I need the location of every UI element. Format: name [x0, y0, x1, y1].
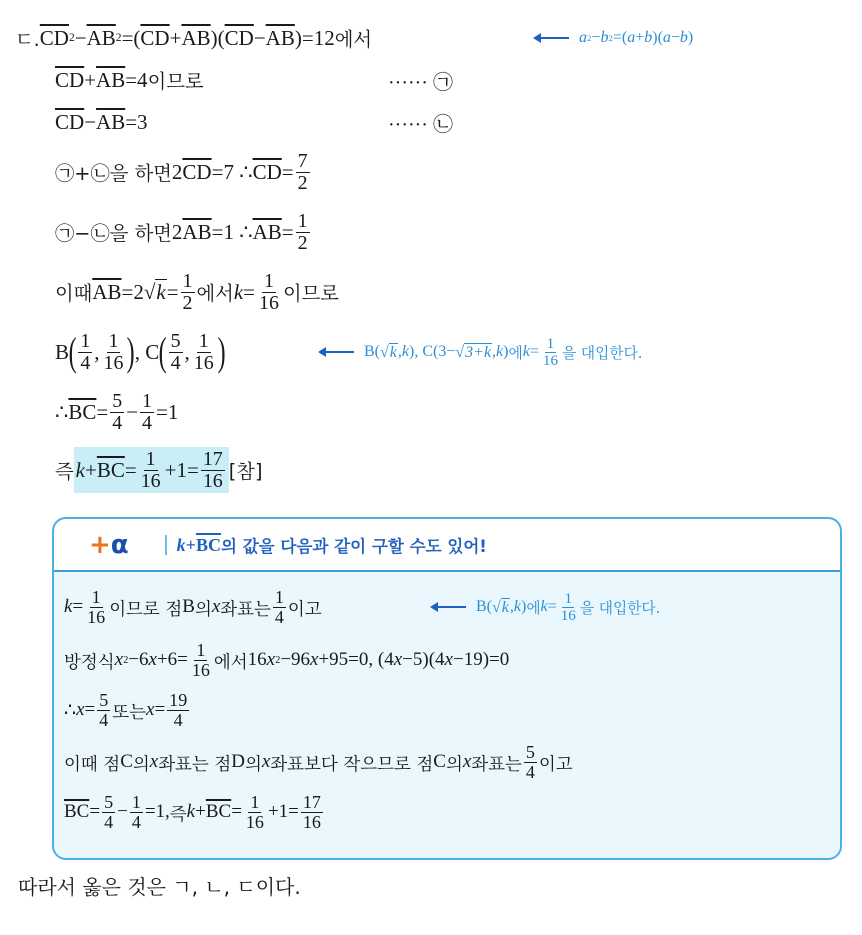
fraction	[78, 331, 92, 374]
math-text: ,	[492, 343, 497, 360]
box-line	[64, 635, 509, 685]
korean-text: 을 대입한다.	[562, 344, 643, 362]
variable: x	[149, 751, 159, 772]
math-text: =	[89, 801, 101, 822]
math-text: =(	[121, 25, 141, 50]
math-text: =	[72, 596, 84, 617]
numerator: 1	[196, 639, 206, 660]
box-body	[54, 570, 840, 858]
radicand: k	[389, 343, 397, 361]
fraction	[139, 449, 163, 492]
denominator: 16	[259, 291, 279, 314]
math-text: −	[117, 801, 128, 822]
fraction	[102, 793, 115, 832]
variable: k	[233, 279, 244, 304]
segment-overline: $\overline{BC}$	[64, 801, 90, 822]
denominator: 2	[297, 231, 308, 254]
numerator: 1	[182, 269, 193, 292]
sqrt-icon: √	[492, 598, 501, 616]
arrow-left-icon	[320, 351, 354, 353]
box-header	[89, 525, 487, 565]
segment-overline: $\overline{BC}$	[205, 801, 232, 822]
box-line	[64, 787, 325, 837]
denominator: 2	[297, 171, 308, 194]
fraction	[181, 271, 195, 314]
fraction	[273, 588, 286, 627]
korean-text: 이므로	[147, 70, 204, 93]
fraction	[541, 336, 560, 369]
math-text: −19)=0	[452, 649, 510, 670]
numerator: 1	[198, 329, 209, 352]
denominator: 4	[173, 709, 183, 730]
math-text: +1=	[164, 457, 199, 482]
denominator: 4	[131, 811, 141, 832]
math-text: =	[547, 598, 557, 615]
highlighted-result	[74, 447, 229, 494]
numerator: 1	[250, 791, 260, 812]
korean-text: 즉	[169, 804, 187, 825]
math-text: )=12	[294, 25, 335, 50]
arrow-left-icon	[432, 606, 466, 608]
math-text: =	[529, 343, 539, 360]
box-line	[64, 685, 191, 735]
math-text: ,	[184, 339, 190, 364]
denominator: 4	[112, 411, 123, 434]
variable: k	[75, 457, 85, 482]
math-text: =(	[612, 29, 628, 46]
sqrt-icon: √	[380, 343, 389, 361]
superscript: 2	[275, 654, 281, 666]
segment-overline: $\overline{CD}$	[140, 25, 170, 50]
math-text: B	[182, 596, 195, 617]
segment-overline: $\overline{CD}$	[55, 109, 85, 134]
annotation	[535, 13, 693, 63]
math-text: −	[591, 29, 601, 46]
denominator: 16	[87, 606, 106, 627]
segment-overline: $\overline{CD}$	[55, 67, 85, 92]
numerator: 1	[145, 447, 156, 470]
korean-text: 에서	[334, 28, 373, 51]
math-text: 2	[171, 159, 183, 184]
korean-text: 이때	[55, 282, 93, 305]
big-paren: )	[127, 329, 136, 375]
math-text: −	[253, 25, 266, 50]
segment-overline: $\overline{AB}$	[86, 25, 116, 50]
math-text: =	[231, 801, 242, 822]
variable: k	[513, 598, 521, 615]
math-text: )	[687, 29, 694, 46]
segment-overline: $\overline{BC}$	[68, 399, 97, 424]
fraction	[192, 331, 216, 374]
math-text: −	[74, 25, 87, 50]
numerator: 5	[170, 329, 181, 352]
math-text: +	[84, 457, 97, 482]
math-text: +	[169, 25, 182, 50]
segment-overline: $\overline{AB}$	[181, 25, 211, 50]
math-text: =1	[156, 399, 179, 424]
korean-text: 의	[445, 754, 463, 775]
numerator: 1	[108, 329, 119, 352]
korean-text: 이므로	[282, 282, 339, 305]
denominator: 16	[560, 606, 576, 624]
math-text: )(	[210, 25, 225, 50]
solution-line	[55, 147, 312, 197]
variable: k	[176, 534, 186, 555]
math-text: ∴	[55, 399, 69, 424]
korean-text: 에서	[196, 282, 234, 305]
math-text: ,	[509, 598, 514, 615]
korean-text: 좌표보다 작으므로 점	[270, 754, 434, 775]
segment-overline: $\overline{AB}$	[265, 25, 295, 50]
math-text: =	[281, 159, 294, 184]
denominator: 16	[202, 469, 223, 492]
segment-overline: $\overline{CD}$	[182, 159, 212, 184]
variable: x	[114, 649, 124, 670]
equation-tag: ······ ㉡	[388, 113, 453, 136]
numerator: 7	[297, 149, 308, 172]
math-text: −96	[280, 649, 311, 670]
korean-text: 이때 점	[64, 754, 121, 775]
conclusion: 따라서 옳은 것은 ㄱ, ㄴ, ㄷ이다.	[18, 874, 301, 899]
korean-text: 에서	[213, 652, 248, 673]
variable: x	[148, 649, 157, 670]
plus-alpha-box	[52, 517, 842, 860]
math-text: ∴	[64, 699, 77, 721]
korean-text: 좌표는	[220, 599, 271, 620]
fraction	[296, 211, 310, 254]
math-text: ,	[397, 343, 402, 360]
math-text: B(	[476, 598, 492, 615]
korean-text: 즉	[55, 460, 74, 483]
math-text: D	[231, 751, 245, 772]
variable: a	[627, 29, 636, 46]
big-paren: (	[158, 329, 167, 375]
korean-text: 이고	[538, 754, 573, 775]
box-line	[64, 582, 322, 632]
denominator: 4	[525, 761, 535, 782]
math-text: +6=	[156, 649, 188, 670]
math-text: =	[96, 399, 109, 424]
korean-text: 좌표는	[471, 754, 522, 775]
plus-alpha-logo-alpha: α	[110, 530, 129, 560]
numerator: 1	[131, 791, 141, 812]
variable: k	[186, 801, 196, 822]
box-line	[64, 737, 573, 787]
numerator: 1	[297, 209, 308, 232]
numerator: 1	[274, 586, 284, 607]
superscript: 2	[68, 32, 75, 44]
math-text: B	[55, 339, 70, 364]
fraction	[190, 641, 212, 680]
superscript: 2	[115, 32, 122, 44]
solution-line	[55, 267, 339, 317]
korean-text: 이므로 점	[109, 599, 183, 620]
annotation	[320, 327, 642, 377]
math-text: =1 ∴	[211, 219, 253, 244]
korean-text: ㉠+㉡을 하면	[55, 162, 172, 185]
korean-text: ㉠−㉡을 하면	[55, 222, 172, 245]
math-text: =	[243, 279, 255, 304]
math-text: C	[120, 751, 133, 772]
math-text: −	[84, 109, 97, 134]
segment-overline: $\overline{CD}$	[224, 25, 254, 50]
korean-text: 의	[132, 754, 150, 775]
korean-text: 또는	[112, 702, 147, 723]
variable: x	[393, 649, 403, 670]
equation-tag: ······ ㉠	[388, 71, 453, 94]
segment-overline: $\overline{AB}$	[92, 279, 122, 304]
variable: x	[76, 699, 85, 720]
big-paren: )	[217, 329, 226, 375]
math-text: =2	[121, 279, 144, 304]
math-text: =4	[125, 67, 148, 92]
big-paren: (	[68, 329, 77, 375]
fraction	[97, 691, 110, 730]
math-text: =1,	[144, 801, 170, 822]
fraction	[102, 331, 126, 374]
math-text: 16	[247, 649, 267, 670]
superscript: 2	[123, 654, 129, 666]
korean-text: 의	[244, 754, 262, 775]
square-root	[492, 598, 510, 617]
radicand: 3+k	[465, 343, 492, 361]
denominator: 16	[140, 469, 161, 492]
math-text: +	[185, 534, 196, 555]
denominator: 16	[542, 351, 559, 369]
math-text: =	[281, 219, 294, 244]
math-text: C	[433, 751, 446, 772]
math-text: 2	[171, 219, 183, 244]
sqrt-icon: √	[455, 343, 465, 361]
fraction	[524, 743, 537, 782]
numerator: 1	[91, 586, 101, 607]
math-text: B(	[364, 343, 380, 360]
segment-overline: $\overline{CD}$	[252, 159, 282, 184]
numerator: 5	[112, 389, 123, 412]
superscript: 2	[608, 33, 613, 43]
numerator: 5	[104, 791, 114, 812]
math-text: =	[124, 457, 137, 482]
math-text: +	[84, 67, 97, 92]
math-text: ), C(3−	[409, 343, 456, 360]
korean-text: 을 대입한다.	[579, 599, 661, 617]
korean-text: [참]	[228, 460, 263, 483]
segment-overline: $\overline{AB}$	[252, 219, 282, 244]
segment-overline: $\overline{AB}$	[182, 219, 212, 244]
math-text: =	[154, 699, 166, 720]
denominator: 16	[191, 659, 210, 680]
fraction	[301, 793, 323, 832]
variable: b	[600, 29, 609, 46]
variable: x	[211, 596, 221, 617]
denominator: 4	[99, 709, 109, 730]
numerator: 1	[142, 389, 153, 412]
variable: x	[444, 649, 453, 670]
fraction	[201, 449, 225, 492]
math-text: +1=	[267, 801, 299, 822]
variable: x	[310, 649, 319, 670]
variable: k	[64, 596, 73, 617]
variable: a	[662, 29, 671, 46]
numerator: 5	[99, 689, 109, 710]
square-root	[380, 343, 398, 362]
korean-text: 에	[508, 344, 523, 362]
variable: a	[579, 29, 587, 46]
denominator: 4	[80, 351, 91, 374]
variable: x	[266, 649, 276, 670]
numerator: 1	[564, 589, 573, 607]
solution-line	[55, 387, 178, 437]
korean-text: ㄷ.	[15, 28, 40, 51]
math-text: =	[84, 699, 96, 720]
fraction	[296, 151, 310, 194]
denominator: 16	[245, 811, 264, 832]
fraction	[140, 391, 154, 434]
fraction	[244, 793, 266, 832]
variable: k	[540, 598, 548, 615]
math-text: =	[166, 279, 179, 304]
segment-overline: $\overline{AB}$	[96, 67, 126, 92]
radicand: k	[501, 598, 509, 616]
segment-overline: $\overline{BC}$	[195, 534, 221, 555]
denominator: 4	[170, 351, 181, 374]
fraction	[167, 691, 189, 730]
math-text: =3	[125, 109, 148, 134]
variable: b	[644, 29, 653, 46]
numerator: 1	[80, 329, 91, 352]
divider	[165, 535, 167, 555]
denominator: 16	[302, 811, 321, 832]
denominator: 4	[142, 411, 153, 434]
math-text: −	[126, 399, 139, 424]
variable: b	[679, 29, 688, 46]
math-text: +	[195, 801, 206, 822]
math-text: , C	[134, 339, 160, 364]
sqrt-icon: √	[143, 280, 156, 304]
variable: k	[522, 343, 530, 360]
math-text: +95=0, (4	[318, 649, 394, 670]
math-text: +	[635, 29, 645, 46]
math-text: −6	[128, 649, 149, 670]
denominator: 16	[103, 351, 124, 374]
korean-text: 에	[526, 599, 541, 617]
variable: k	[496, 343, 504, 360]
superscript: 2	[587, 33, 592, 43]
segment-overline: $\overline{BC}$	[96, 457, 125, 482]
fraction	[257, 271, 281, 314]
variable: x	[261, 751, 271, 772]
square-root	[144, 279, 167, 305]
denominator: 2	[182, 291, 193, 314]
fraction	[559, 591, 578, 624]
segment-overline: $\overline{CD}$	[39, 25, 69, 50]
numerator: 5	[525, 741, 535, 762]
fraction	[130, 793, 143, 832]
numerator: 19	[169, 689, 188, 710]
korean-text: 의	[194, 599, 212, 620]
solution-line	[55, 327, 225, 377]
denominator: 4	[274, 606, 284, 627]
box-header-text	[177, 533, 487, 557]
math-text: )	[503, 343, 509, 360]
denominator: 16	[193, 351, 214, 374]
variable: x	[462, 751, 472, 772]
fraction	[110, 391, 124, 434]
fraction	[85, 588, 107, 627]
arrow-left-icon	[535, 37, 569, 39]
math-text: −	[670, 29, 680, 46]
math-text: )(	[652, 29, 663, 46]
plus-alpha-logo-plus: +	[89, 530, 111, 560]
math-text: −5)(4	[402, 649, 445, 670]
math-text: )	[521, 598, 527, 615]
numerator: 1	[263, 269, 274, 292]
korean-text: 의 값을 다음과 같이 구할 수도 있어!	[220, 537, 487, 556]
variable: k	[401, 343, 409, 360]
numerator: 1	[546, 334, 555, 352]
korean-text: 방정식	[64, 652, 115, 673]
fraction	[169, 331, 183, 374]
korean-text: 좌표는 점	[158, 754, 232, 775]
solution-line	[55, 207, 312, 257]
korean-text: 이고	[287, 599, 322, 620]
math-text: =7 ∴	[211, 159, 253, 184]
math-text: ,	[94, 339, 100, 364]
numerator: 17	[302, 791, 321, 812]
solution-line	[55, 97, 148, 147]
square-root	[455, 343, 492, 362]
numerator: 17	[202, 447, 223, 470]
denominator: 4	[104, 811, 114, 832]
annotation	[432, 582, 660, 632]
segment-overline: $\overline{AB}$	[96, 109, 126, 134]
variable: x	[146, 699, 155, 720]
solution-line	[55, 445, 262, 495]
radicand: k	[156, 280, 166, 304]
